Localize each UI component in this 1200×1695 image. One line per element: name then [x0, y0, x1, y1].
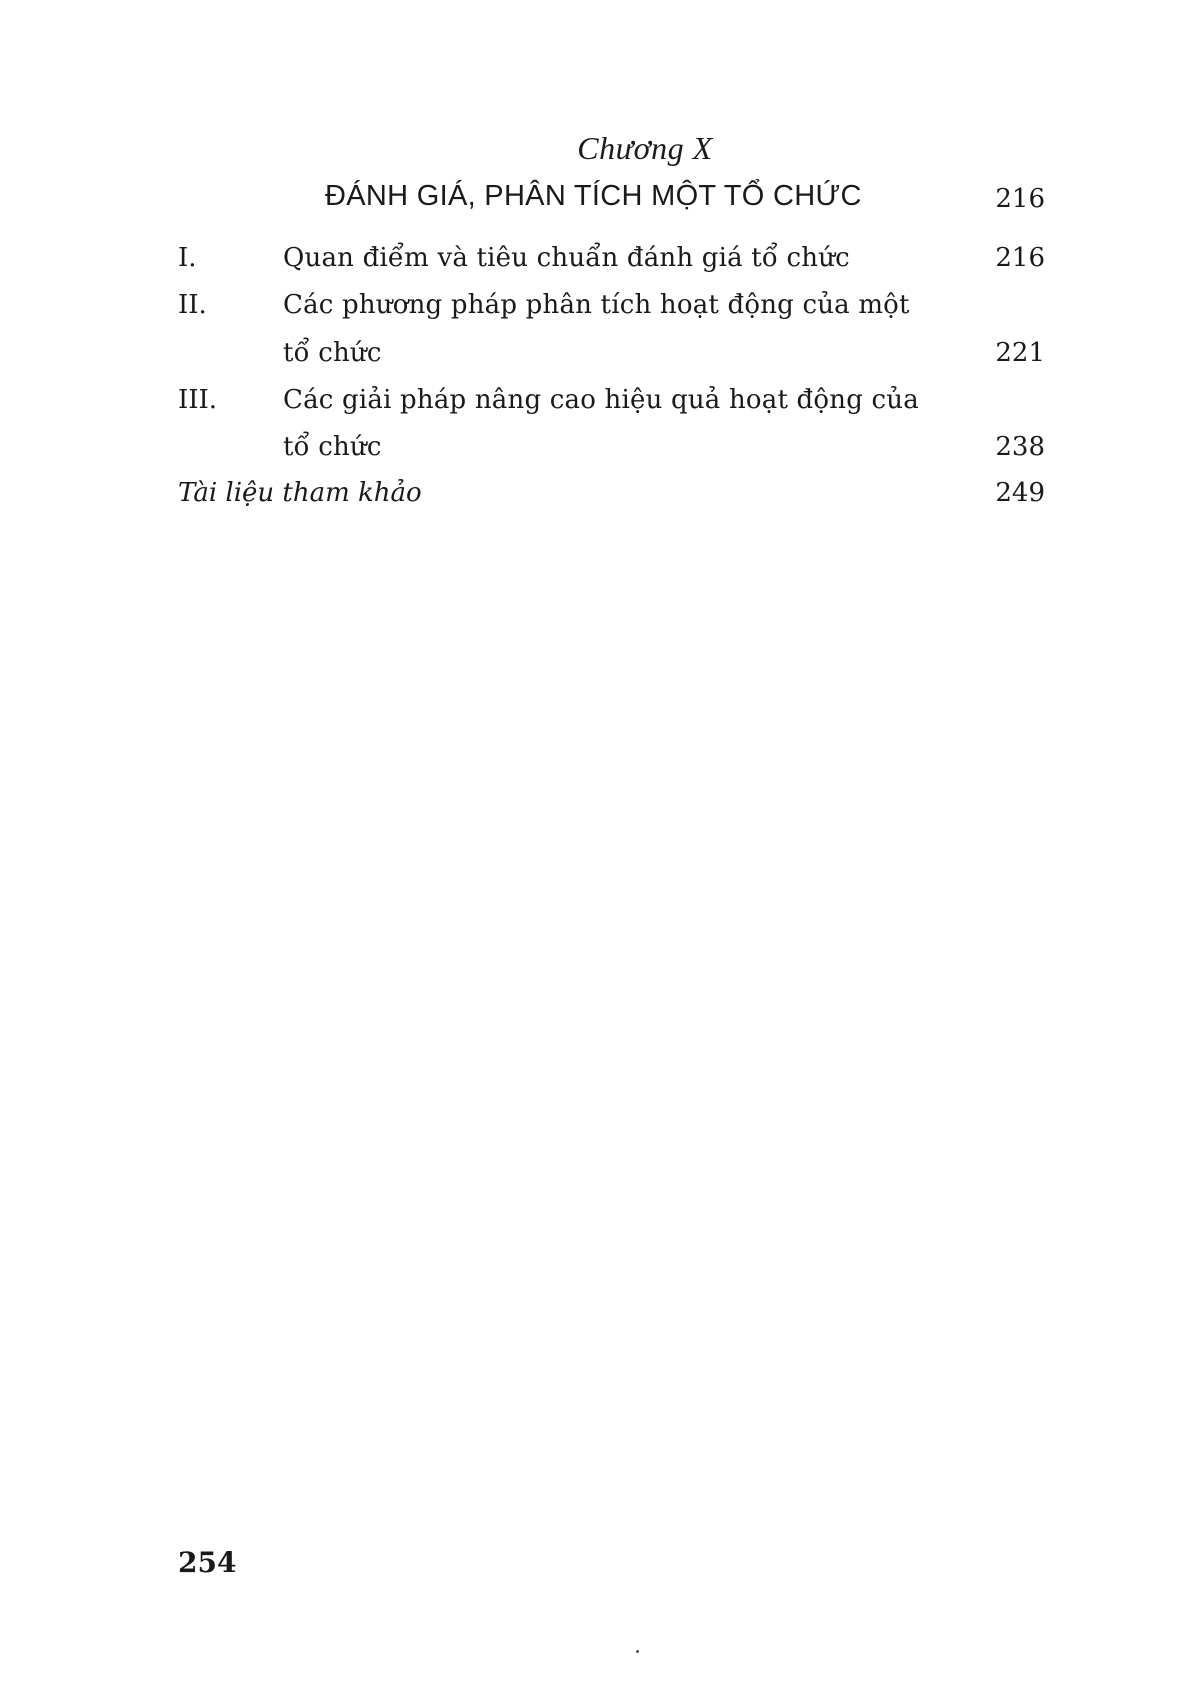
- chapter-label: Chương X: [577, 130, 713, 166]
- entry-numeral-2: II.: [178, 290, 207, 320]
- references-page-number: 249: [995, 478, 1045, 508]
- entry-numeral-1: I.: [178, 243, 197, 273]
- entry-title-3-line-1: Các giải pháp nâng cao hiệu quả hoạt động của: [283, 385, 919, 415]
- entry-title-2-line-1: Các phương pháp phân tích hoạt động của một: [283, 290, 910, 320]
- scan-speck: [636, 1650, 639, 1653]
- entry-page-number-3: 238: [995, 432, 1045, 462]
- entry-page-number-2: 221: [995, 338, 1045, 368]
- chapter-page-number: 216: [995, 184, 1045, 214]
- entry-title-3-line-2: tổ chức: [283, 432, 382, 462]
- chapter-title: ĐÁNH GIÁ, PHÂN TÍCH MỘT TỔ CHỨC: [325, 180, 862, 212]
- entry-numeral-3: III.: [178, 385, 218, 415]
- entry-page-number-1: 216: [995, 243, 1045, 273]
- entry-title-1: Quan điểm và tiêu chuẩn đánh giá tổ chức: [283, 243, 850, 273]
- entry-title-2-line-2: tổ chức: [283, 338, 382, 368]
- page-folio: 254: [178, 1546, 237, 1579]
- references-label: Tài liệu tham khảo: [178, 478, 422, 508]
